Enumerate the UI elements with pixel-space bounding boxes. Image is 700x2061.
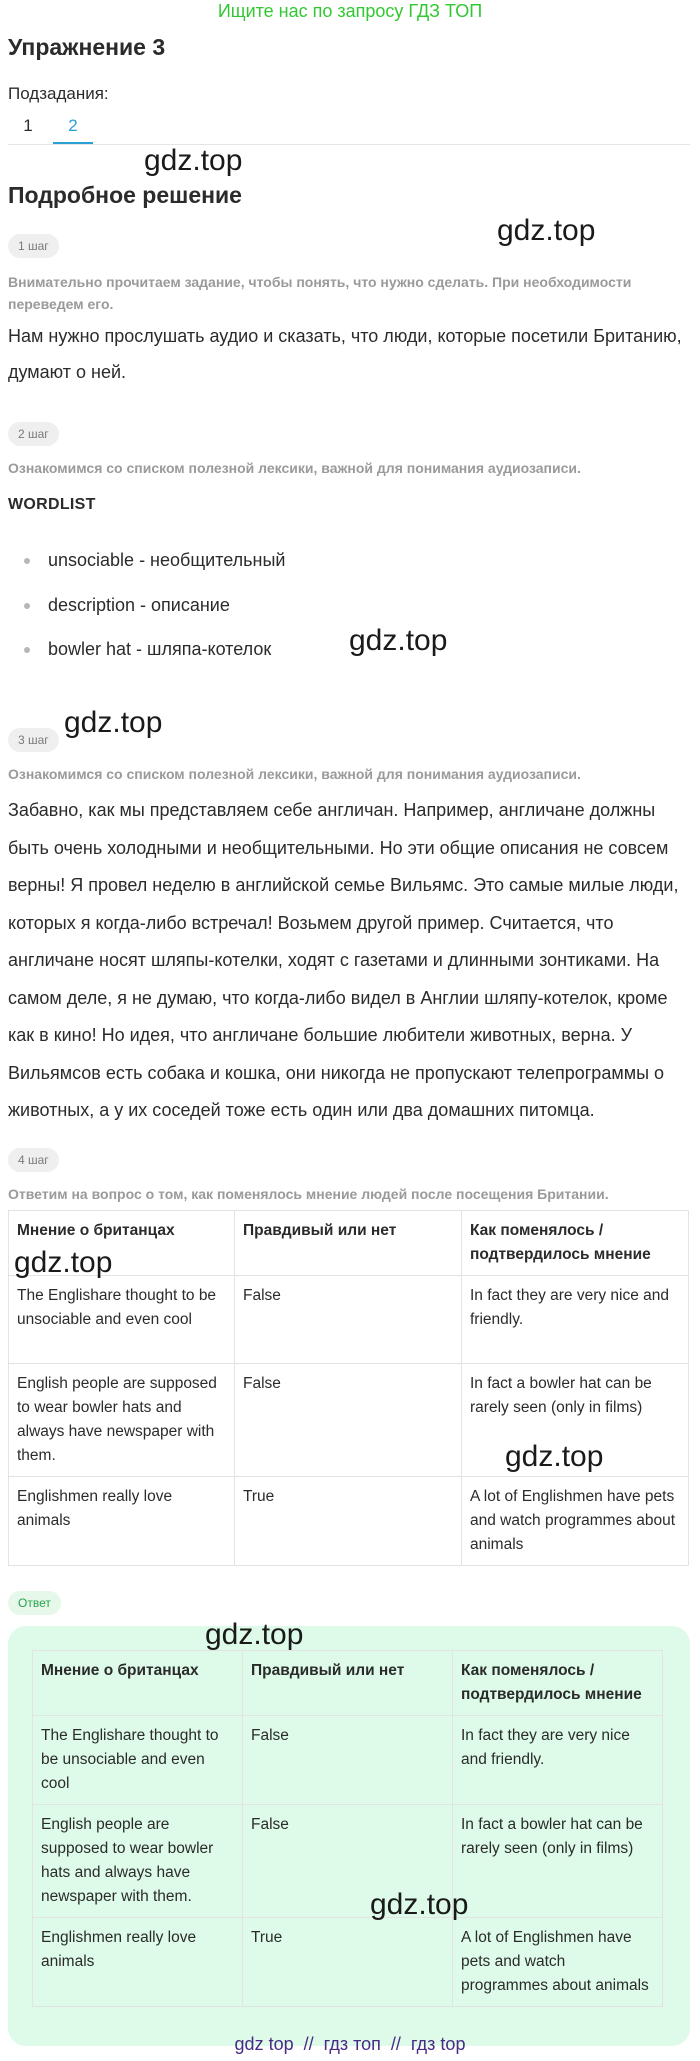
watermark: gdz.top [144,144,243,177]
table-header: Правдивый или нет [235,1211,462,1276]
table-row [33,1716,663,1805]
table-header: Как поменялось / подтвердилось мнение [453,1651,663,1716]
step-badge: 2 шаг [8,422,59,446]
table-cell: The Englishare thought to be unsociable and even cool [33,1716,243,1805]
table-cell: True [243,1918,453,2007]
table-row [9,1276,689,1364]
table-cell: A lot of Englishmen have pets and watch programmes about animals [462,1477,689,1566]
table-cell: False [235,1364,462,1477]
wordlist-item: bowler hat - шляпа-котелок [24,637,271,661]
table-cell: False [243,1716,453,1805]
watermark: gdz.top [505,1440,604,1473]
step-text: Забавно, как мы представляем себе англичан. Например, англичане должны быть очень холодными и необщительными. Но эти общие описания не совсем верны! Я провел неделю в английской семье Вильямс. Это самые милые люди, которых я когда-либо встречал! Возьмем другой пример. Считается, что англичане носят шляпы-котелки, ходят с газетами и длинными зонтиками. На самом деле, я не думаю, что когда-либо видел в Англии шляпу-котелок, кроме как в кино! Но идея, что англичане большие любители животных, верна. У Вильямсов есть собака и кошка, они никогда не пропускают телепрограммы о животных, а у их соседей тоже есть один или два домашних питомца. [8,800,679,1120]
table-cell: Englishmen really love animals [9,1477,235,1566]
watermark: gdz.top [497,214,596,247]
step-hint: Ответим на вопрос о том, как поменялось мнение людей после посещения Британии. [8,1186,609,1202]
tab-subtask-2[interactable]: 2 [68,116,78,135]
step-badge: 1 шаг [8,234,59,258]
table-header: Мнение о британцах [9,1211,235,1276]
subtasks-label: Подзадания: [8,84,109,103]
bullet-icon [24,558,30,564]
table-header: Правдивый или нет [243,1651,453,1716]
table-cell: A lot of Englishmen have pets and watch programmes about animals [453,1918,663,2007]
bullet-icon [24,603,30,609]
table-cell: In fact a bowler hat can be rarely seen (only in films) [462,1364,689,1477]
table-cell: English people are supposed to wear bowler hats and always have newspaper with them. [9,1364,235,1477]
footer-links: gdz top // гдз топ // гдз top [234,2034,466,2054]
table-header: Как поменялось / подтвердилось мнение [462,1211,689,1276]
table-row [9,1477,689,1566]
table-row [33,1918,663,2007]
table-cell: In fact they are very nice and friendly. [462,1276,689,1364]
table-row [33,1805,663,1918]
table-cell: True [235,1477,462,1566]
step-badge: 4 шаг [8,1148,59,1172]
wordlist-item: description - описание [24,593,230,617]
step-hint: Ознакомимся со списком полезной лексики, важной для понимания аудиозаписи. [8,460,581,476]
table-cell: False [235,1276,462,1364]
solution-heading: Подробное решение [8,182,242,208]
bullet-icon [24,647,30,653]
table-header-row [33,1651,663,1716]
table-cell: In fact they are very nice and friendly. [453,1716,663,1805]
table-cell: The Englishare thought to be unsociable and even cool [9,1276,235,1364]
watermark: gdz.top [370,1888,469,1921]
step-hint: Внимательно прочитаем задание, чтобы понять, что нужно сделать. При необходимости переведем его. [8,274,632,312]
table-cell: English people are supposed to wear bowler hats and always have newspaper with them. [33,1805,243,1918]
watermark: gdz.top [14,1246,113,1279]
step-text: Нам нужно прослушать аудио и сказать, что люди, которые посетили Британию, думают о ней. [8,326,682,382]
table-cell: Englishmen really love animals [33,1918,243,2007]
watermark: gdz.top [349,624,448,657]
step-hint: Ознакомимся со списком полезной лексики, важной для понимания аудиозаписи. [8,766,581,782]
divider [8,144,690,145]
table-cell: False [243,1805,453,1918]
watermark: gdz.top [205,1618,304,1651]
search-banner: Ищите нас по запросу ГДЗ ТОП [217,1,483,21]
table-header: Мнение о британцах [33,1651,243,1716]
answer-badge: Ответ [8,1591,61,1615]
wordlist-item: unsociable - необщительный [24,548,285,572]
answer-table [32,1650,663,2007]
page-title: Упражнение 3 [8,34,166,60]
table-cell: In fact a bowler hat can be rarely seen (only in films) [453,1805,663,1918]
wordlist-title: WORDLIST [8,496,96,513]
step-badge: 3 шаг [8,728,59,752]
tab-subtask-1[interactable]: 1 [23,116,33,135]
watermark: gdz.top [64,706,163,739]
